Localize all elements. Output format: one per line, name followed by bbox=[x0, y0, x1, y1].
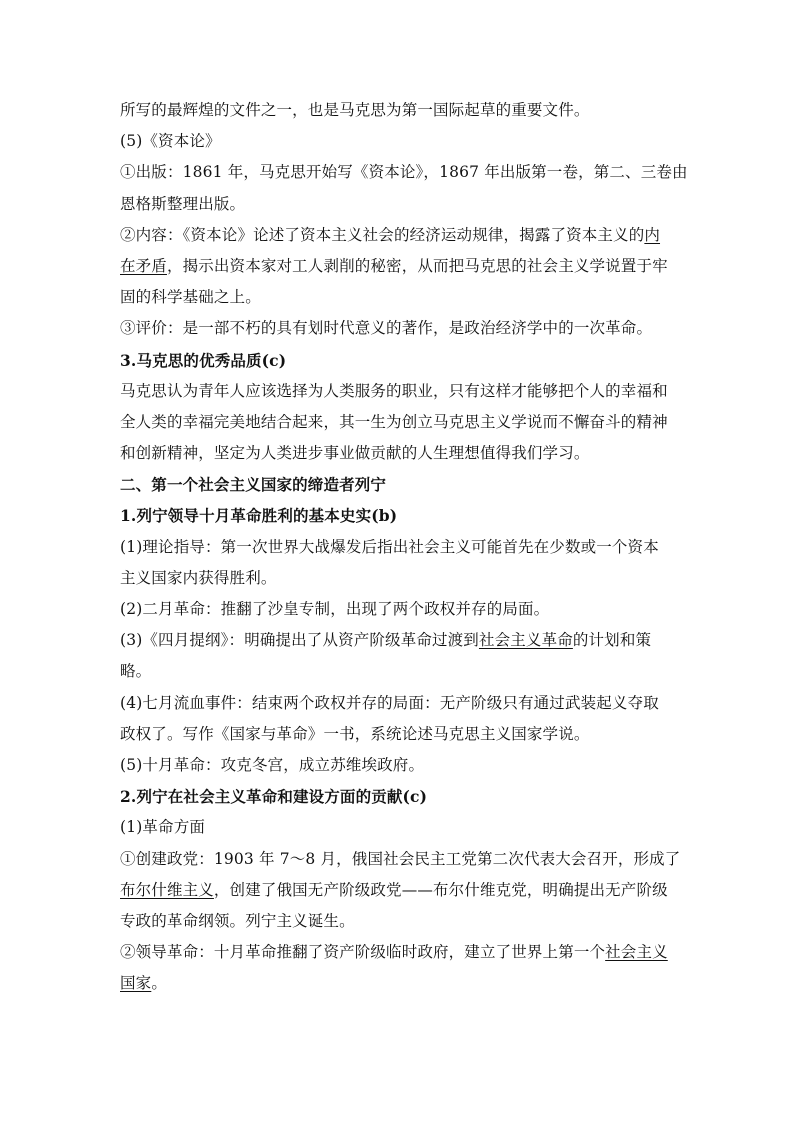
heading-capital bbox=[120, 126, 676, 157]
text-span: 马克思认为青年人应该选择为人类服务的职业，只有这样才能够把个人的幸福和 bbox=[120, 381, 668, 400]
text-span: 3.马克思的优秀品质(c) bbox=[120, 350, 287, 370]
text-span: ①出版：1861 年，马克思开始写《资本论》，1867 年出版第一卷，第二、三卷由 bbox=[120, 163, 688, 182]
text-line bbox=[120, 625, 676, 656]
text-line bbox=[120, 407, 676, 438]
text-span: ③评价：是一部不朽的具有划时代意义的著作，是政治经济学中的一次革命。 bbox=[120, 319, 653, 338]
underlined-term: 在矛盾 bbox=[120, 256, 167, 275]
text-line bbox=[120, 968, 676, 999]
text-line bbox=[120, 376, 676, 407]
text-span: 主义国家内获得胜利。 bbox=[120, 568, 277, 587]
section-heading bbox=[120, 500, 676, 531]
text-span: 恩格斯整理出版。 bbox=[120, 194, 246, 213]
text-line bbox=[120, 189, 676, 220]
text-span: 二、第一个社会主义国家的缔造者列宁 bbox=[120, 475, 387, 495]
text-span: 略。 bbox=[120, 662, 152, 681]
text-line bbox=[120, 95, 676, 126]
text-line bbox=[120, 157, 688, 188]
text-line bbox=[120, 656, 676, 687]
text-span: ，创建了俄国无产阶级政党——布尔什维克党，明确提出无产阶级 bbox=[213, 880, 668, 899]
section-heading bbox=[120, 345, 676, 376]
text-span: ②领导革命：十月革命推翻了资产阶级临时政府，建立了世界上第一个 bbox=[120, 943, 606, 962]
text-line bbox=[120, 750, 676, 781]
text-line bbox=[120, 438, 676, 469]
text-line bbox=[120, 594, 676, 625]
text-span: 政权了。写作《国家与革命》一书，系统论述马克思主义国家学说。 bbox=[120, 724, 590, 743]
text-span: (1)理论指导：第一次世界大战爆发后指出社会主义可能首先在少数或一个资本 bbox=[120, 537, 659, 556]
text-span: 专政的革命纲领。列宁主义诞生。 bbox=[120, 911, 355, 930]
text-span: (3)《四月提纲》：明确提出了从资产阶级革命过渡到 bbox=[120, 631, 479, 650]
text-span: 的计划和策 bbox=[572, 631, 652, 650]
underlined-term: 国家 bbox=[120, 974, 152, 993]
text-span: ①创建政党：1903 年 7～8 月，俄国社会民主工党第二次代表大会召开，形成了 bbox=[120, 849, 681, 868]
text-span: (5)《资本论》 bbox=[120, 132, 221, 151]
text-line bbox=[120, 906, 676, 937]
text-line bbox=[120, 937, 676, 968]
text-line bbox=[120, 313, 676, 344]
text-span: 2.列宁在社会主义革命和建设方面的贡献(c) bbox=[120, 787, 428, 807]
text-span: 全人类的幸福完美地结合起来，其一生为创立马克思主义学说而不懈奋斗的精神 bbox=[120, 412, 668, 431]
underlined-term: 社会主义 bbox=[605, 943, 668, 962]
text-line bbox=[120, 844, 681, 875]
text-span: 。 bbox=[151, 974, 167, 993]
text-span: (5)十月革命：攻克冬宫，成立苏维埃政府。 bbox=[120, 755, 425, 774]
section-heading bbox=[120, 781, 676, 812]
document-body bbox=[120, 95, 688, 999]
underlined-term: 内 bbox=[644, 225, 661, 244]
text-line bbox=[120, 563, 676, 594]
text-span: 所写的最辉煌的文件之一，也是马克思为第一国际起草的重要文件。 bbox=[120, 101, 590, 119]
text-line bbox=[120, 719, 676, 750]
text-span: 固的科学基础之上。 bbox=[120, 288, 261, 307]
text-span: 和创新精神，坚定为人类进步事业做贡献的人生理想值得我们学习。 bbox=[120, 444, 590, 463]
text-span: ，揭示出资本家对工人剥削的秘密，从而把马克思的社会主义学说置于牢 bbox=[166, 256, 668, 275]
text-line bbox=[120, 532, 676, 563]
text-line bbox=[120, 251, 676, 282]
text-span: (4)七月流血事件：结束两个政权并存的局面：无产阶级只有通过武装起义夺取 bbox=[120, 693, 659, 712]
text-line bbox=[120, 688, 676, 719]
text-span: (2)二月革命：推翻了沙皇专制，出现了两个政权并存的局面。 bbox=[120, 600, 550, 618]
text-span: ②内容：《资本论》论述了资本主义社会的经济运动规律，揭露了资本主义的 bbox=[120, 225, 645, 244]
text-line bbox=[120, 282, 676, 313]
text-line bbox=[120, 875, 676, 906]
underlined-term: 社会主义革命 bbox=[478, 631, 573, 650]
text-span: (1)革命方面 bbox=[120, 818, 206, 837]
text-line bbox=[120, 812, 676, 843]
text-span: 1.列宁领导十月革命胜利的基本史实(b) bbox=[120, 506, 398, 526]
text-line bbox=[120, 220, 676, 251]
chapter-heading bbox=[120, 469, 676, 500]
underlined-term: 布尔什维主义 bbox=[120, 880, 214, 899]
